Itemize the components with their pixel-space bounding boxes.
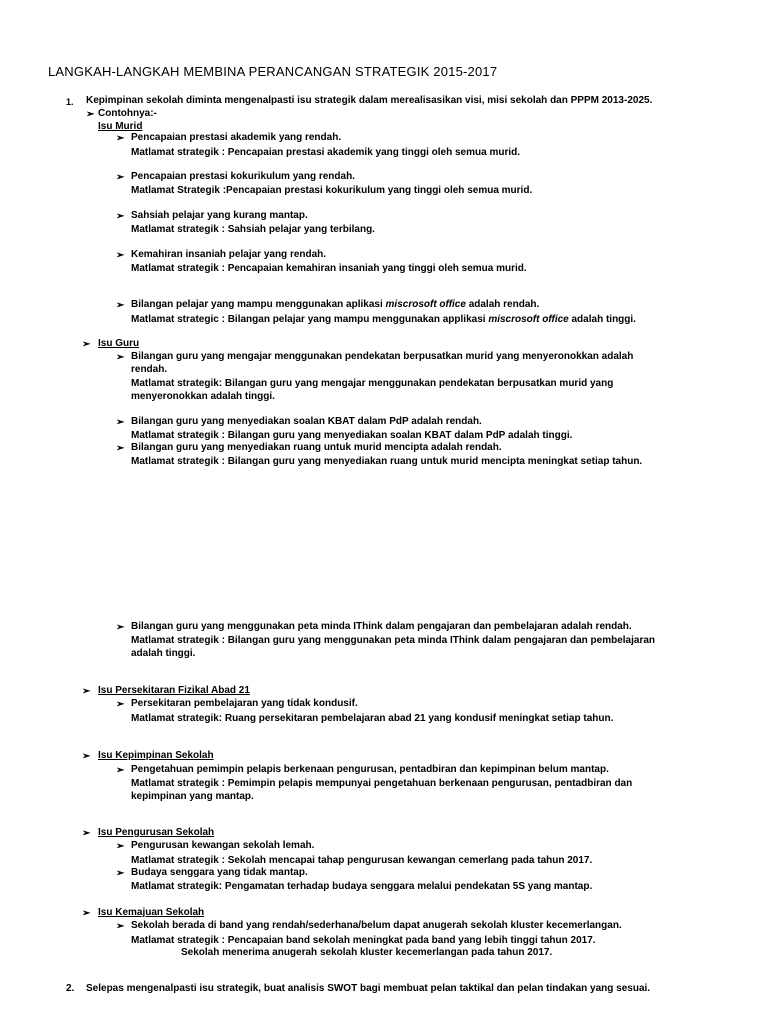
issue-text: Pencapaian prestasi akademik yang rendah.: [131, 132, 342, 143]
goal-text: menyeronokkan adalah tinggi.: [131, 391, 275, 402]
heading-isu-pengurusan: Isu Pengurusan Sekolah: [98, 827, 215, 838]
goal-text: Sekolah menerima anugerah sekolah kluster kecemerlangan pada tahun 2017.: [181, 947, 553, 958]
bullet-icon: ➢: [116, 443, 125, 454]
goal-text: Matlamat strategik : Pencapaian kemahiran insaniah yang tinggi oleh semua murid.: [131, 263, 527, 274]
section-2-text: Selepas mengenalpasti isu strategik, buat analisis SWOT bagi membuat pelan taktikal dan pelan tindakan yang sesuai.: [86, 983, 651, 994]
issue-text: Sahsiah pelajar yang kurang mantap.: [131, 210, 308, 221]
issue-text: Kemahiran insaniah pelajar yang rendah.: [131, 249, 327, 260]
bullet-icon: ➢: [116, 417, 125, 428]
bullet-icon: ➢: [82, 908, 91, 919]
heading-isu-kepimpinan: Isu Kepimpinan Sekolah: [98, 750, 214, 761]
examples-label: Contohnya:-: [98, 108, 157, 119]
bullet-icon: ➢: [116, 921, 125, 932]
goal-text: Matlamat strategik : Pencapaian band sekolah meningkat pada band yang lebih tinggi tahun 2017.: [131, 935, 596, 946]
goal-text: Matlamat strategik : Bilangan guru yang menyediakan ruang untuk murid mencipta meningkat setiap tahun.: [131, 456, 643, 467]
goal-text: Matlamat strategik : Pemimpin pelapis mempunyai pengetahuan berkenaan pengurusan, pentadbiran dan: [131, 778, 633, 789]
bullet-icon: ➢: [116, 211, 125, 222]
issue-text: Bilangan guru yang menyediakan ruang untuk murid mencipta adalah rendah.: [131, 442, 502, 453]
bullet-icon: ➢: [116, 250, 125, 261]
issue-text: Bilangan guru yang mengajar menggunakan pendekatan berpusatkan murid yang menyeronokkan adalah: [131, 351, 634, 362]
issue-text: rendah.: [131, 364, 168, 375]
goal-text: Matlamat strategik : Sahsiah pelajar yang terbilang.: [131, 224, 375, 235]
goal-text: adalah tinggi.: [131, 648, 196, 659]
goal-text: Matlamat strategic : Bilangan pelajar yang mampu menggunakan applikasi miscrosoft office adalah tinggi.: [131, 314, 636, 325]
issue-text: Budaya senggara yang tidak mantap.: [131, 867, 308, 878]
list-marker-2: 2.: [66, 983, 75, 994]
heading-isu-fizikal: Isu Persekitaran Fizikal Abad 21: [98, 685, 250, 696]
section-1-intro: Kepimpinan sekolah diminta mengenalpasti isu strategik dalam merealisasikan visi, misi sekolah dan PPPM 2013-2025.: [86, 95, 653, 106]
goal-text: Matlamat strategik: Bilangan guru yang mengajar menggunakan pendekatan berpusatkan murid yang: [131, 378, 614, 389]
issue-text: Pencapaian prestasi kokurikulum yang rendah.: [131, 171, 355, 182]
goal-text: Matlamat strategik: Pengamatan terhadap budaya senggara melalui pendekatan 5S yang mantap.: [131, 881, 593, 892]
bullet-icon: ➢: [82, 828, 91, 839]
bullet-icon: ➢: [82, 686, 91, 697]
bullet-icon: ➢: [116, 133, 125, 144]
bullet-icon: ➢: [116, 868, 125, 879]
heading-isu-murid: Isu Murid: [98, 121, 143, 132]
goal-text: kepimpinan yang mantap.: [131, 791, 254, 802]
bullet-icon: ➢: [86, 109, 95, 120]
bullet-icon: ➢: [116, 765, 125, 776]
bullet-icon: ➢: [116, 841, 125, 852]
bullet-icon: ➢: [116, 699, 125, 710]
bullet-icon: ➢: [82, 751, 91, 762]
bullet-icon: ➢: [116, 352, 125, 363]
issue-text: Bilangan guru yang menyediakan soalan KBAT dalam PdP adalah rendah.: [131, 416, 482, 427]
list-marker-1: 1.: [66, 97, 74, 107]
issue-text: Bilangan pelajar yang mampu menggunakan aplikasi miscrosoft office adalah rendah.: [131, 299, 540, 310]
bullet-icon: ➢: [82, 339, 91, 350]
goal-text: Matlamat strategik : Pencapaian prestasi akademik yang tinggi oleh semua murid.: [131, 147, 521, 158]
goal-text: Matlamat strategik : Bilangan guru yang menyediakan soalan KBAT dalam PdP adalah tinggi.: [131, 430, 573, 441]
page-title: LANGKAH-LANGKAH MEMBINA PERANCANGAN STRATEGIK 2015-2017: [48, 64, 498, 79]
issue-text: Pengurusan kewangan sekolah lemah.: [131, 840, 315, 851]
goal-text: Matlamat strategik: Ruang persekitaran pembelajaran abad 21 yang kondusif meningkat setiap tahun.: [131, 713, 614, 724]
goal-text: Matlamat strategik : Sekolah mencapai tahap pengurusan kewangan cemerlang pada tahun 2017.: [131, 855, 593, 866]
issue-text: Pengetahuan pemimpin pelapis berkenaan pengurusan, pentadbiran dan kepimpinan belum mantap.: [131, 764, 609, 775]
issue-text: Bilangan guru yang menggunakan peta minda IThink dalam pengajaran dan pembelajaran adalah rendah.: [131, 621, 632, 632]
issue-text: Persekitaran pembelajaran yang tidak kondusif.: [131, 698, 358, 709]
bullet-icon: ➢: [116, 172, 125, 183]
goal-text: Matlamat strategik : Bilangan guru yang menggunakan peta minda IThink dalam pengajaran dan pembelajaran: [131, 635, 656, 646]
bullet-icon: ➢: [116, 300, 125, 311]
goal-text: Matlamat Strategik :Pencapaian prestasi kokurikulum yang tinggi oleh semua murid.: [131, 185, 533, 196]
heading-isu-guru: Isu Guru: [98, 338, 140, 349]
issue-text: Sekolah berada di band yang rendah/sederhana/belum dapat anugerah sekolah kluster kecemerlangan.: [131, 920, 622, 931]
heading-isu-kemajuan: Isu Kemajuan Sekolah: [98, 907, 205, 918]
bullet-icon: ➢: [116, 622, 125, 633]
